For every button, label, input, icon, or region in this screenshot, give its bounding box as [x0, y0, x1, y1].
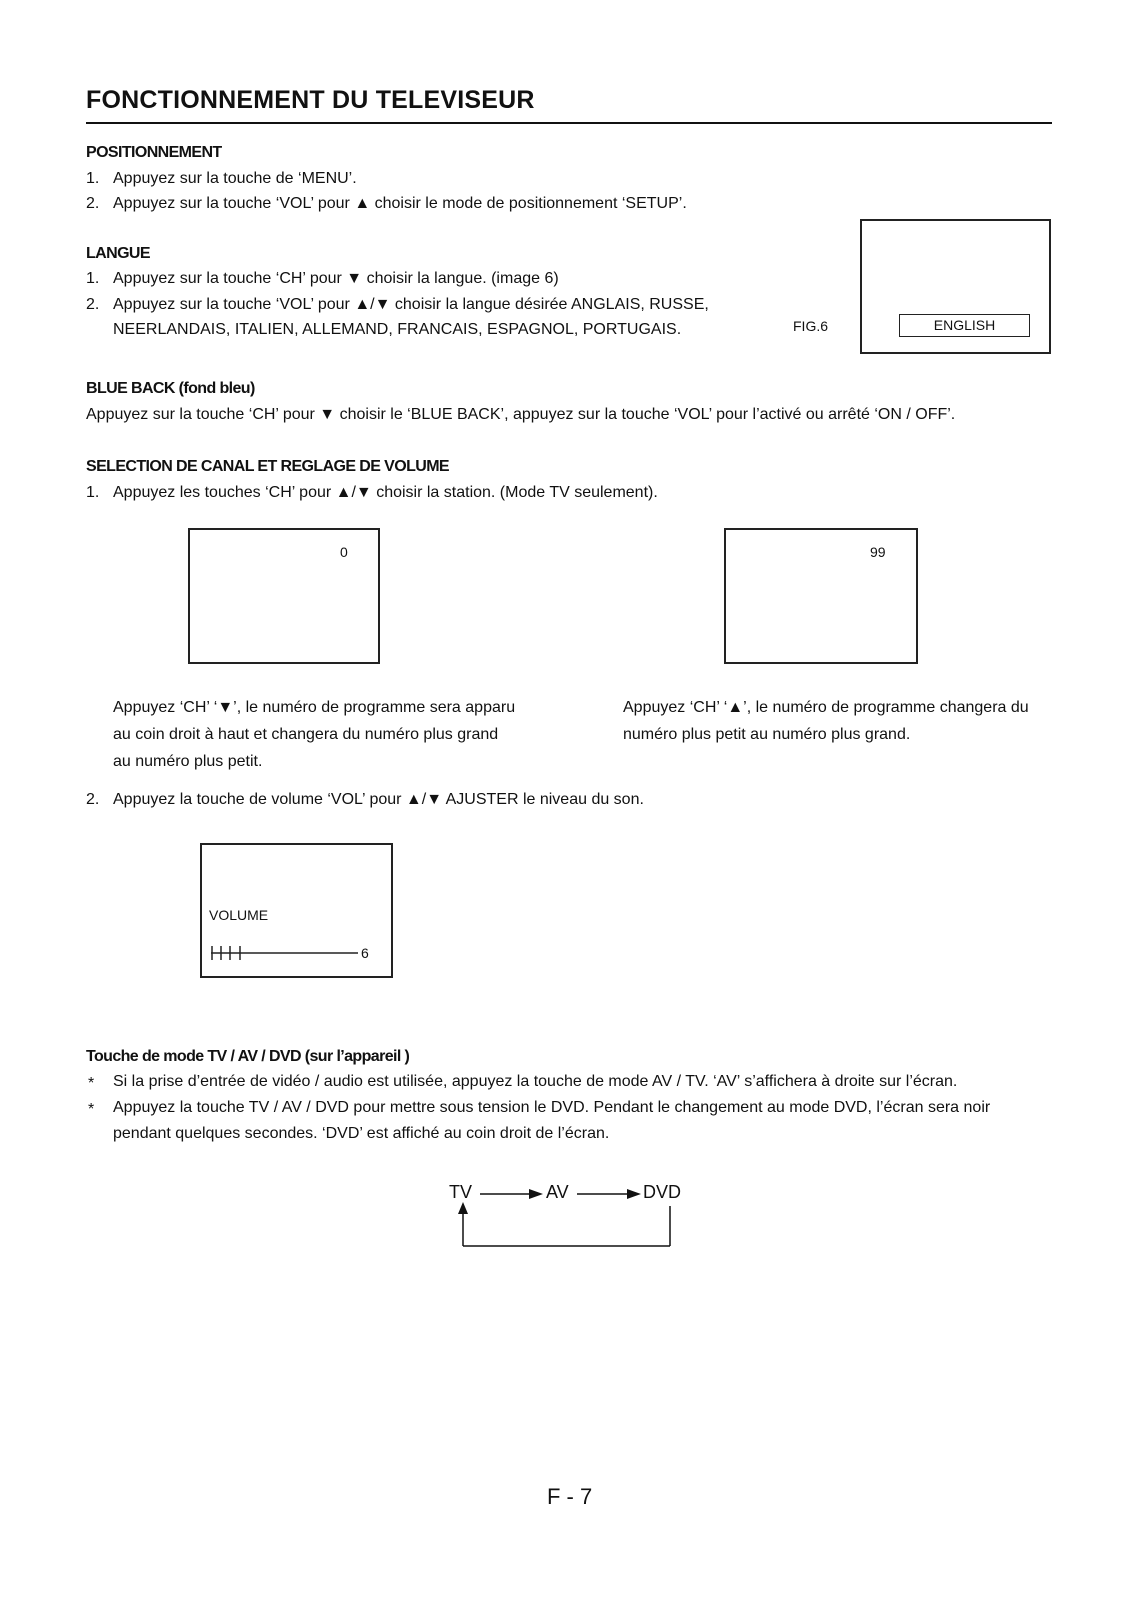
title-rule [86, 122, 1052, 124]
item-text-continued: NEERLANDAIS, ITALIEN, ALLEMAND, FRANCAIS, ESPAGNOL, PORTUGAIS. [113, 321, 682, 338]
item-text: Appuyez la touche de volume ‘VOL’ pour ▲/▼ AJUSTER le niveau du son. [113, 791, 644, 808]
selection-heading: SELECTION DE CANAL ET REGLAGE DE VOLUME [86, 458, 449, 475]
caption-line: Appuyez ‘CH’ ‘▲’, le numéro de programme changera du [623, 699, 1029, 716]
volume-bar [210, 943, 360, 963]
mode-heading: Touche de mode TV / AV / DVD (sur l’appareil ) [86, 1048, 410, 1065]
tv-screen-channel-down [188, 528, 380, 664]
item-text: Appuyez sur la touche de ‘MENU’. [113, 170, 357, 187]
item-number: 2. [86, 195, 100, 212]
diagram-dvd: DVD [643, 1182, 682, 1202]
volume-label: VOLUME [209, 907, 269, 923]
item-number: 1. [86, 170, 100, 187]
bullet-text-continued: pendant quelques secondes. ‘DVD’ est affiché au coin droit de l’écran. [113, 1125, 610, 1142]
channel-number: 0 [340, 544, 348, 560]
blue-back-text: Appuyez sur la touche ‘CH’ pour ▼ choisir le ‘BLUE BACK’, appuyez sur la touche ‘VOL’ pour l’activé ou arrêté ‘ON / OFF’. [86, 406, 956, 423]
item-number: 1. [86, 270, 100, 287]
caption-line: au coin droit à haut et changera du numéro plus grand [113, 726, 499, 743]
bullet-text: Si la prise d’entrée de vidéo / audio est utilisée, appuyez la touche de mode AV / TV. ‘AV’ s’affichera à droite sur l’écran. [113, 1073, 958, 1090]
diagram-tv: TV [449, 1182, 473, 1202]
caption-channel-down [113, 694, 515, 775]
page-number: F - 7 [547, 1484, 593, 1509]
item-number: 2. [86, 296, 100, 313]
tv-screen-volume [200, 843, 393, 978]
item-text: Appuyez sur la touche ‘VOL’ pour ▲ choisir le mode de positionnement ‘SETUP’. [113, 195, 687, 212]
bullet-text: Appuyez la touche TV / AV / DVD pour mettre sous tension le DVD. Pendant le changement au mode DVD, l’écran sera noir [113, 1099, 991, 1116]
langue-heading: LANGUE [86, 245, 150, 262]
volume-value: 6 [361, 945, 369, 961]
bullet-mark: * [88, 1101, 95, 1118]
caption-line: numéro plus petit au numéro plus grand. [623, 726, 911, 743]
item-text: Appuyez sur la touche ‘VOL’ pour ▲/▼ choisir la langue désirée ANGLAIS, RUSSE, [113, 296, 709, 313]
item-text: Appuyez les touches ‘CH’ pour ▲/▼ choisir la station. (Mode TV seulement). [113, 484, 658, 501]
tv-screen-language [860, 219, 1051, 354]
fig-label: FIG.6 [793, 318, 829, 334]
diagram-av: AV [546, 1182, 569, 1202]
caption-channel-up [623, 694, 1029, 748]
caption-line: Appuyez ‘CH’ ‘▼’, le numéro de programme sera apparu [113, 699, 516, 716]
item-text: Appuyez sur la touche ‘CH’ pour ▼ choisir la langue. (image 6) [113, 270, 559, 287]
channel-number: 99 [870, 544, 886, 560]
bullet-mark: * [88, 1075, 95, 1092]
page-title: FONCTIONNEMENT DU TELEVISEUR [86, 86, 535, 114]
caption-line: au numéro plus petit. [113, 753, 263, 770]
tv-screen-channel-up [724, 528, 918, 664]
item-number: 2. [86, 791, 100, 808]
language-display: ENGLISH [899, 314, 1030, 337]
positionnement-heading: POSITIONNEMENT [86, 144, 222, 161]
item-number: 1. [86, 484, 100, 501]
mode-cycle-diagram [445, 1180, 705, 1258]
blue-back-heading: BLUE BACK (fond bleu) [86, 380, 255, 397]
diagram-arrows [445, 1180, 705, 1258]
